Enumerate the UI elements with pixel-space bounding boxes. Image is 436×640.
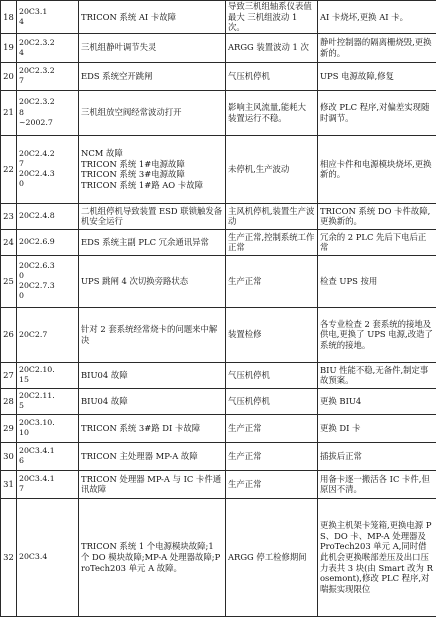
fault-description-cell: BIU04 故障 [79,388,226,414]
date-cell: 20C3.4.1 6 [17,442,79,470]
fault-description-cell: 二机组停机导致装置 ESD 联锁触发备机安全运行 [79,203,226,229]
date-cell: 20C3.1 4 [17,1,79,34]
table-row [1,307,436,362]
row-number-cell: 28 [1,388,17,414]
date-cell: 20C2.3.2 4 [17,33,79,62]
resolution-cell: 检查 UPS 按用 [318,255,436,307]
table-row [1,90,436,135]
impact-cell: 气压机停机 [226,362,318,388]
fault-description-cell: TRICON 系统 1 个电源模块故障;1 个 DO 模块故障;MP-A 处理器故障;ProTech203 单元 A 故障。 [79,498,226,616]
table-row [1,62,436,90]
impact-cell: 生产正常 [226,255,318,307]
resolution-cell: 修改 PLC 程序,对偏差实现随时调节。 [318,90,436,135]
row-number-cell: 29 [1,414,17,442]
row-number-cell: 31 [1,470,17,498]
impact-cell: 气压机停机 [226,388,318,414]
table-row [1,498,436,616]
fault-description-cell: TRICON 主处理器 MP-A 故障 [79,442,226,470]
date-cell: 20C3.4.1 7 [17,470,79,498]
table-row [1,414,436,442]
date-cell: 20C2.10. 15 [17,362,79,388]
table-row [1,1,436,34]
impact-cell: 生产正常 [226,442,318,470]
resolution-cell: 更换 DI 卡 [318,414,436,442]
fault-description-cell: TRICON 系统 AI 卡故障 [79,1,226,34]
table-row [1,470,436,498]
resolution-cell: BIU 性能不稳,无备件,制定事故预案。 [318,362,436,388]
row-number-cell: 19 [1,33,17,62]
row-number-cell: 20 [1,62,17,90]
resolution-cell: 用备卡逐一搬活各 IC 卡件,但原因不清。 [318,470,436,498]
table-row [1,388,436,414]
table-row [1,442,436,470]
table-row [1,362,436,388]
date-cell: 20C2.3.2 7 [17,62,79,90]
fault-description-cell: NCM 故障 TRICON 系统 1#电源故障 TRICON 系统 3#电源故障 TRICON 系统 1#路 AO 卡故障 [79,135,226,203]
fault-description-cell: EDS 系统主副 PLC 冗余通讯异常 [79,229,226,255]
row-number-cell: 26 [1,307,17,362]
fault-description-cell: UPS 跳闸 4 次切换旁路状态 [79,255,226,307]
table-row [1,33,436,62]
impact-cell: ARGG 装置波动 1 次 [226,33,318,62]
row-number-cell: 21 [1,90,17,135]
date-cell: 20C2.6.3 0 20C2.7.3 0 [17,255,79,307]
fault-description-cell: 三机组放空阀经常波动打开 [79,90,226,135]
impact-cell: 影响主风流量,能耗大 装置运行不稳。 [226,90,318,135]
impact-cell: 主风机停机,装置生产波动 [226,203,318,229]
fault-description-cell: TRICON 系统 3#路 DI 卡故障 [79,414,226,442]
fault-description-cell: 针对 2 套系统经常烧卡的问题来中解决 [79,307,226,362]
row-number-cell: 32 [1,498,17,616]
row-number-cell: 24 [1,229,17,255]
date-cell: 20C2.7 [17,307,79,362]
row-number-cell: 18 [1,1,17,34]
fault-description-cell: TRICON 处理器 MP-A 与 IC 卡件通讯故障 [79,470,226,498]
fault-description-cell: BIU04 故障 [79,362,226,388]
row-number-cell: 23 [1,203,17,229]
impact-cell: 未停机,生产波动 [226,135,318,203]
resolution-cell: 插拔后正常 [318,442,436,470]
table-row [1,135,436,203]
date-cell: 20C2.11. 5 [17,388,79,414]
date-cell: 20C2.4.2 7 20C2.4.3 0 [17,135,79,203]
fault-description-cell: 三机组静叶调节失灵 [79,33,226,62]
impact-cell: 气压机停机 [226,62,318,90]
impact-cell: ARGG 停工检修期间 [226,498,318,616]
row-number-cell: 30 [1,442,17,470]
impact-cell: 生产正常,控制系统工作正常 [226,229,318,255]
impact-cell: 生产正常 [226,470,318,498]
resolution-cell: 更换主机架卡笼箱,更换电源 PS、DO 卡、MP-A 处理器及 ProTech203 单元 A,同时借此机会更换喉部差压及出口压力表共 3 块(由 Smart 改为 Rosemont),修改 PLC 程序,对喘振实现限位 [318,498,436,616]
date-cell: 20C2.3.2 8 ~2002.7 [17,90,79,135]
date-cell: 20C3.10. 10 [17,414,79,442]
date-cell: 20C2.4.8 [17,203,79,229]
resolution-cell: 更换 BIU4 [318,388,436,414]
table-row [1,203,436,229]
fault-description-cell: EDS 系统空开跳闸 [79,62,226,90]
impact-cell: 装置检修 [226,307,318,362]
impact-cell: 导致三机组轴系仪表值最大 三机组波动 1 次。 [226,1,318,34]
resolution-cell: 相应卡件和电源模块烧坏,更换新的。 [318,135,436,203]
table-row [1,229,436,255]
date-cell: 20C2.6.9 [17,229,79,255]
resolution-cell: 各专业检查 2 套系统的接地及供电,更换了 UPS 电源,改造了系统的接地。 [318,307,436,362]
row-number-cell: 22 [1,135,17,203]
impact-cell: 生产正常 [226,414,318,442]
date-cell: 20C3.4 [17,498,79,616]
resolution-cell: 静叶控制器的隔离栅烧毁,更换新的。 [318,33,436,62]
resolution-cell: 冗余的 2 PLC 先后下电后正常 [318,229,436,255]
table-row [1,255,436,307]
resolution-cell: UPS 电源故障,修复 [318,62,436,90]
resolution-cell: TRICON 系统 DO 卡件故障,更换新的。 [318,203,436,229]
row-number-cell: 27 [1,362,17,388]
row-number-cell: 25 [1,255,17,307]
resolution-cell: AI 卡烧坏,更换 AI 卡。 [318,1,436,34]
